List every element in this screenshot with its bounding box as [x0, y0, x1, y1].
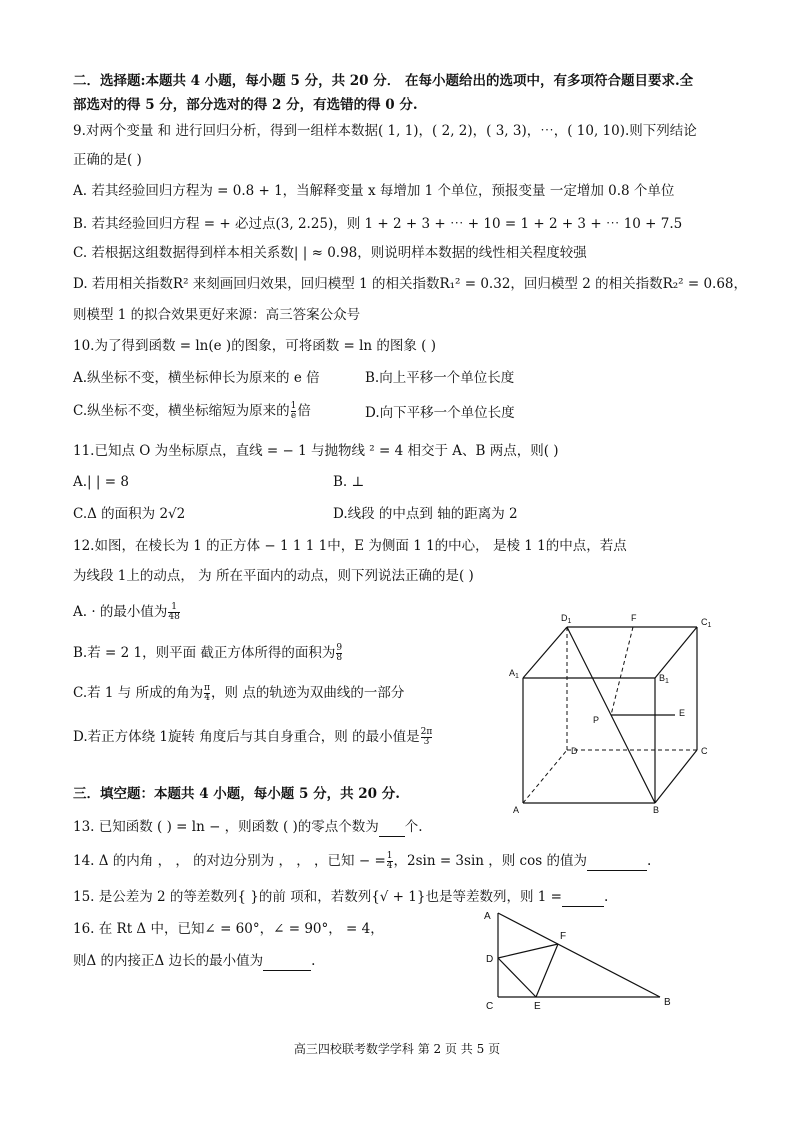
- q12-d-fraction: $\frac{2\pi}{3}$: [420, 727, 433, 747]
- label-b: B: [664, 997, 671, 1008]
- label-f: F: [560, 931, 567, 942]
- q15-text: 15. 是公差为 2 的等差数列{ }的前 项和，若数列{√ + 1}也是等差数列，则 1 = .: [73, 889, 609, 905]
- cube-edge: [655, 750, 697, 803]
- q14-fraction: $\frac{1}{4}$: [386, 851, 393, 871]
- q9-option-d-line2: 则模型 1 的拟合效果更好来源：高三答案公众号: [73, 307, 361, 323]
- label-a: A: [484, 911, 491, 922]
- q12-option-b: B.若 = 2 1，则平面 截正方体所得的面积为 $\frac{9}{8}$: [73, 643, 343, 663]
- q10-option-c: C.纵坐标不变，横坐标缩短为原来的 $\frac{1}{e}$ 倍: [73, 401, 311, 421]
- q9-option-d-line1: D. 若用相关指数R² 来刻画回归效果，回归模型 1 的相关指数R₁² = 0.32，回归模型 2 的相关指数R₂² = 0.68，: [73, 276, 748, 292]
- q11-option-a: A.| | = 8: [73, 474, 129, 490]
- label-c: C: [486, 1001, 494, 1012]
- cube-edge: [655, 627, 697, 678]
- q10-option-b: B.向上平移一个单位长度: [365, 370, 515, 386]
- label-c1: $C_1$: [701, 617, 712, 629]
- cube-hidden-edge: [523, 750, 567, 803]
- q14-text: 14. Δ 的内角 ， ， 的对边分别为 ， ， ，已知 − = $\frac{1}{4}$ ，2sin = 3sin ，则 cos 的值为 .: [73, 851, 652, 871]
- label-f: F: [631, 613, 637, 623]
- q9-stem-line1: 9.对两个变量 和 进行回归分析，得到一组样本数据( 1, 1)，( 2, 2)，( 3, 3)，⋯，( 10, 10).则下列结论: [73, 123, 697, 139]
- triangle-side-ab: [498, 913, 660, 997]
- label-d: D: [486, 954, 494, 965]
- segment-fp: [611, 627, 633, 715]
- q16-line1: 16. 在 Rt Δ 中，已知∠ = 60°，∠ = 90°， = 4，: [73, 921, 384, 937]
- q9-option-c: C. 若根据这组数据得到样本相关系数| | ≈ 0.98，则说明样本数据的线性相关程度较强: [73, 245, 587, 261]
- triangle-figure: [480, 905, 680, 1015]
- inner-side-df: [498, 944, 558, 958]
- label-a1: $A_1$: [509, 668, 519, 680]
- section2-heading-line2: 部选对的得 5 分，部分选对的得 2 分，有选错的得 0 分.: [73, 97, 418, 113]
- page-footer: 高三四校联考数学学科 第 2 页 共 5 页: [293, 1042, 501, 1056]
- q9-stem-line2: 正确的是( ): [73, 152, 142, 168]
- label-a: A: [513, 805, 520, 815]
- label-d: D: [571, 746, 578, 756]
- q12-c-fraction: $\frac{\pi}{4}$: [204, 683, 211, 703]
- q11-option-d: D.线段 的中点到 轴的距离为 2: [333, 506, 518, 522]
- q12-b-fraction: $\frac{9}{8}$: [336, 643, 343, 663]
- inner-side-ef: [536, 944, 558, 997]
- q16-line2: 则Δ 的内接正Δ 边长的最小值为 .: [73, 953, 316, 969]
- q12-stem-line1: 12.如图，在棱长为 1 的正方体 − 1 1 1 1中，E 为侧面 1 1的中心， 是棱 1 1的中点，若点: [73, 538, 627, 554]
- q12-option-d: D.若正方体绕 1旋转 角度后与其自身重合，则 的最小值是 $\frac{2\pi}{3}$: [73, 727, 433, 747]
- q10-option-a: A.纵坐标不变，横坐标伸长为原来的 e 倍: [73, 370, 320, 386]
- cube-edge: [523, 627, 567, 678]
- q9-option-a: A. 若其经验回归方程为 = 0.8 + 1，当解释变量 x 每增加 1 个单位，预报变量 一定增加 0.8 个单位: [73, 183, 675, 199]
- label-b1: $B_1$: [659, 673, 669, 685]
- section2-heading-line1: 二．选择题:本题共 4 小题，每小题 5 分，共 20 分． 在每小题给出的选项中，有多项符合题目要求.全: [73, 73, 694, 89]
- label-d1: $D_1$: [561, 613, 572, 625]
- q12-stem-line2: 为线段 1上的动点， 为 所在平面内的动点，则下列说法正确的是( ): [73, 568, 474, 584]
- q9-option-b: B. 若其经验回归方程 = + 必过点(3, 2.25)，则 1 + 2 + 3 + ⋯ + 10 = 1 + 2 + 3 + ⋯ 10 + 7.5: [73, 216, 683, 232]
- inner-side-de: [498, 958, 536, 997]
- section3-heading: 三．填空题：本题共 4 小题，每小题 5 分，共 20 分.: [73, 786, 400, 802]
- label-b: B: [653, 805, 660, 815]
- q11-stem: 11.已知点 O 为坐标原点，直线 = − 1 与抛物线 ² = 4 相交于 A、B 两点，则( ): [73, 443, 559, 459]
- cube-figure: [505, 605, 725, 815]
- label-e: E: [679, 708, 686, 718]
- q12-option-a: A. · 的最小值为 $\frac{1}{48}$: [73, 602, 180, 622]
- q10-option-d: D.向下平移一个单位长度: [365, 405, 515, 421]
- q11-option-b: B. ⊥: [333, 474, 365, 490]
- q10-stem: 10.为了得到函数 = ln(e )的图象，可将函数 = ln 的图象 ( ): [73, 338, 437, 354]
- label-e: E: [534, 1001, 541, 1012]
- q11-option-c: C.Δ 的面积为 2√2: [73, 506, 186, 522]
- q12-option-c: C.若 1 与 所成的角为 $\frac{\pi}{4}$ ，则 点的轨迹为双曲线的一部分: [73, 683, 405, 703]
- q12-a-fraction: $\frac{1}{48}$: [168, 602, 180, 622]
- label-p: P: [593, 715, 600, 725]
- label-c: C: [701, 746, 708, 756]
- q13-text: 13. 已知函数 ( ) = ln − ，则函数 ( )的零点个数为 个.: [73, 819, 423, 835]
- q10-fraction: $\frac{1}{e}$: [290, 401, 297, 421]
